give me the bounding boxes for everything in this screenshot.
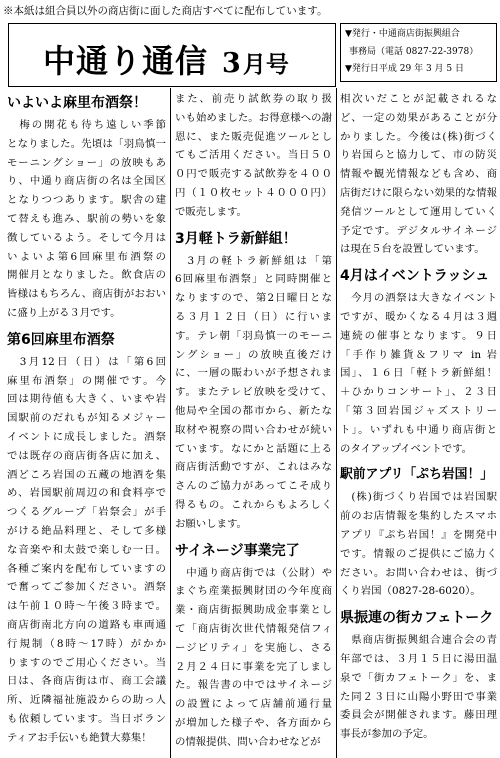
- issue-number: 3: [222, 48, 241, 79]
- text-line: 6回麻里布酒祭」と同時開催と: [175, 273, 332, 286]
- text-line: となりました。先頃は「羽鳥慎一: [7, 137, 166, 150]
- text-line: ト」。いずれも中通り商店街と: [340, 423, 497, 436]
- text-line: 泉で「街カフェトーク」を、ま: [340, 671, 497, 684]
- text-line: 情報や観光情報なども含め、商: [340, 168, 497, 181]
- text-line: てもご活用ください。当日５０: [175, 149, 332, 162]
- article: [340, 605, 497, 744]
- text-line: 予定です。デジタルサイネージ: [340, 224, 497, 237]
- text-line: のタイアップイベントです。: [340, 442, 473, 455]
- article: [7, 90, 166, 323]
- text-line: 商店街南北方向の道路も車両通: [7, 618, 166, 631]
- text-line: 取材や視察の問い合わせが続い: [175, 423, 332, 436]
- article-body: [340, 488, 497, 601]
- text-line: は午前１０時～午後３時まで。: [7, 600, 166, 613]
- text-line: 所、近隣福祉施設からの助っ人: [7, 694, 166, 707]
- article: [340, 462, 497, 601]
- text-line: 業・商店街振興助成金事業とし: [175, 604, 332, 617]
- text-line: す。テレ朝「羽鳥慎一のモーニ: [175, 329, 332, 342]
- text-line: 相次いだことが記載されるな: [340, 93, 497, 105]
- publisher-info: [340, 23, 497, 82]
- text-line: で奮ってご参加ください。酒祭: [7, 581, 166, 594]
- text-line: 行規制（8時～17時）がかか: [7, 637, 166, 650]
- text-line: 得るもの。これからもよろしく: [175, 498, 332, 511]
- text-line: アプリ『ぷち岩国！』を開発中: [340, 528, 497, 541]
- text-line: 年部では、３月１５日に湯田温: [340, 652, 497, 665]
- text-line: りますのでご用心ください。当: [7, 656, 166, 669]
- text-line: 他局や全国の都市から、新たな: [175, 404, 332, 417]
- text-line: ださい。お問い合わせは、街づ: [340, 566, 497, 579]
- text-line: 「第３回岩国ジャズストリー: [340, 404, 497, 417]
- article-body: [7, 116, 166, 323]
- text-line: て替えも進み、駅前の勢いを象: [7, 212, 166, 225]
- text-line: 恩に、また販売促進ツールとし: [175, 130, 332, 143]
- text-line: 3月の軽トラ新鮮組は「第: [175, 254, 332, 267]
- text-line: に、一層の賑わいが予想されま: [175, 367, 332, 380]
- publisher-contact: 事務局（電話 0827-22-3978）: [349, 46, 479, 57]
- text-line: も依頼しています。当日ボラン: [7, 712, 166, 725]
- text-line: また、前売り試飲券の取り扱: [175, 93, 332, 105]
- article-body: [175, 252, 332, 534]
- issue-label: 月号: [242, 51, 289, 78]
- text-line: 国」、１６日「軽トラ新鮮組！: [340, 367, 497, 380]
- text-line: かりました。今後は(株)街づく: [340, 130, 497, 143]
- article-continued: [340, 90, 497, 259]
- text-line: て「商店街次世代情報発信フィ: [175, 622, 332, 635]
- text-line: いよいよ第6回麻里布酒祭の: [7, 250, 166, 263]
- text-line: 連続の催事となります。９日: [340, 329, 497, 342]
- text-line: る３月１２日（日）に行いま: [175, 310, 332, 323]
- publish-date: ▼発行日平成 29 年 3 月 5 日: [345, 64, 464, 74]
- text-line: 店街だけに限らない効果的な情報: [340, 186, 497, 199]
- text-line: ですが、暖かくなる４月は３週: [340, 310, 497, 323]
- text-line: です。情報のご提供にご協力く: [340, 547, 497, 560]
- text-line: に盛り上がる３月です。: [7, 306, 121, 319]
- article: [175, 226, 332, 534]
- text-line: ＋ひかりコンサート」、２３日: [340, 386, 497, 399]
- article-heading: 県振連の街カフェトーク: [340, 610, 494, 627]
- text-line: 発信ツールとして運用していく: [340, 205, 497, 218]
- newsletter-title: 中通り通信: [43, 42, 209, 80]
- text-line: り岩国らと協力して、市の防災: [340, 149, 497, 162]
- column-1: [7, 90, 166, 748]
- article: [340, 263, 497, 458]
- column-divider: [336, 88, 337, 758]
- text-line: 国駅前のだれもが知るメジャー: [7, 412, 166, 425]
- text-line: ティアお手伝いも絶賛大募集！: [7, 731, 152, 744]
- text-line: モーニングショー」の放映もあ: [7, 156, 166, 169]
- text-line: な音楽や和太鼓で楽しむ一日。: [7, 543, 166, 556]
- article-heading: 4月はイベントラッシュ: [340, 268, 490, 285]
- article-body: [175, 564, 332, 752]
- article-body: [7, 353, 166, 748]
- article-body: [340, 289, 497, 458]
- text-line: 商店街活動ですが、これはみな: [175, 461, 332, 474]
- text-line: す。またテレビ放映を受けて、: [175, 386, 332, 399]
- article-body: [340, 90, 497, 259]
- column-divider: [170, 88, 171, 758]
- text-line: ど、一定の効果があることが分: [340, 111, 497, 124]
- masthead: [8, 23, 336, 87]
- text-line: ています。なにかと話題に上る: [175, 442, 332, 455]
- text-line: 麻里布酒祭」の開催です。今: [7, 374, 166, 387]
- text-line: さんのご協力があってこそ成り: [175, 480, 332, 493]
- text-line: ージビリティ」を実施し、さる: [175, 641, 332, 654]
- text-line: では既存の商店街各店に加え、: [7, 449, 166, 462]
- text-line: 今月の酒祭は大きなイベント: [340, 292, 497, 305]
- text-line: 円（１０枚セット４０００円）: [175, 186, 332, 199]
- text-line: 日は、各商店街は市、商工会議: [7, 675, 166, 688]
- article-heading: 3月軽トラ新鮮組！: [175, 230, 297, 247]
- text-line: り、中通り商店街の名は全国区: [7, 175, 166, 188]
- text-line: 事長が参加の予定。: [340, 728, 434, 741]
- text-line: ０円で販売する試飲券を４００: [175, 168, 332, 181]
- text-line: なりますので、第2日曜日とな: [175, 292, 332, 305]
- text-line: 回は期待値も大きく、いまや岩: [7, 393, 166, 406]
- column-2: [175, 90, 332, 752]
- text-line: 徴しているよう。そして今月は: [7, 231, 166, 244]
- text-line: お願いします。: [175, 517, 247, 530]
- text-line: ングショー」の放映直後だけ: [175, 348, 332, 361]
- text-line: 3月12日（日）は「第6回: [7, 355, 166, 368]
- text-line: 前のお店情報を集約したスマホ: [340, 510, 497, 523]
- article-heading: 駅前アプリ「ぷち岩国！」: [340, 467, 494, 483]
- text-line: 各種ご案内を配布していますの: [7, 562, 166, 575]
- text-line: イベントに成長しました。酒祭: [7, 430, 166, 443]
- text-line: いも始めました。お得意様への謝: [175, 111, 332, 124]
- text-line: くり岩国（0827-28-6020）。: [340, 585, 481, 598]
- distribution-notice: ※本紙は組合員以外の商店街に面した商店すべてに配布しています。: [3, 5, 328, 17]
- text-line: で販売します。: [175, 205, 247, 218]
- text-line: た。報告書の中ではサイネージ: [175, 679, 332, 692]
- column-3: [340, 90, 497, 744]
- text-line: の設置によって店舗前通行量: [175, 698, 332, 711]
- text-line: 酒どころ岩国の五蔵の地酒を集: [7, 468, 166, 481]
- text-line: の情報提供、問い合わせなどが: [175, 735, 321, 748]
- article-heading: 第6回麻里布酒祭: [7, 331, 115, 348]
- article: [175, 538, 332, 752]
- text-line: 開催月となりました。飲食店の: [7, 269, 166, 282]
- text-line: め、岩国駅前周辺の和食料亭で: [7, 487, 166, 500]
- text-line: まぐち産業振興財団の今年度商: [175, 585, 332, 598]
- text-line: がける絶品料理と、そして多様: [7, 524, 166, 537]
- text-line: が増加した様子や、各方面から: [175, 716, 332, 729]
- text-line: (株)街づくり岩国では岩国駅: [340, 491, 497, 504]
- text-line: は現在５台を設置しています。: [340, 243, 485, 256]
- text-line: 皆様はもちろん、商店街がおおい: [7, 288, 166, 301]
- text-line: 梅の開花も待ち遠しい季節: [7, 119, 166, 131]
- text-line: となりつつあります。駅舎の建: [7, 194, 166, 207]
- article: [7, 327, 166, 748]
- article-heading: サイネージ事業完了: [175, 542, 300, 559]
- text-line: 県商店街振興組合連合会の青: [340, 634, 497, 647]
- text-line: 中通り商店街では（公財）や: [175, 566, 332, 579]
- article-body: [175, 90, 332, 222]
- text-line: た同２３日に山陽小野田で事業: [340, 690, 497, 703]
- publisher-line: ▼発行・中通商店街振興組合: [345, 29, 460, 39]
- article-continued: [175, 90, 332, 222]
- text-line: 委員会が開催されます。藤田理: [340, 709, 497, 722]
- article-heading: いよいよ麻里布酒祭！: [7, 95, 147, 111]
- text-line: つくるグループ「岩祭会」が手: [7, 506, 166, 519]
- article-body: [340, 631, 497, 744]
- text-line: 「手作り雑貨＆フリマ in 岩: [340, 348, 497, 361]
- text-line: ２月２４日に事業を完了しまし: [175, 660, 332, 673]
